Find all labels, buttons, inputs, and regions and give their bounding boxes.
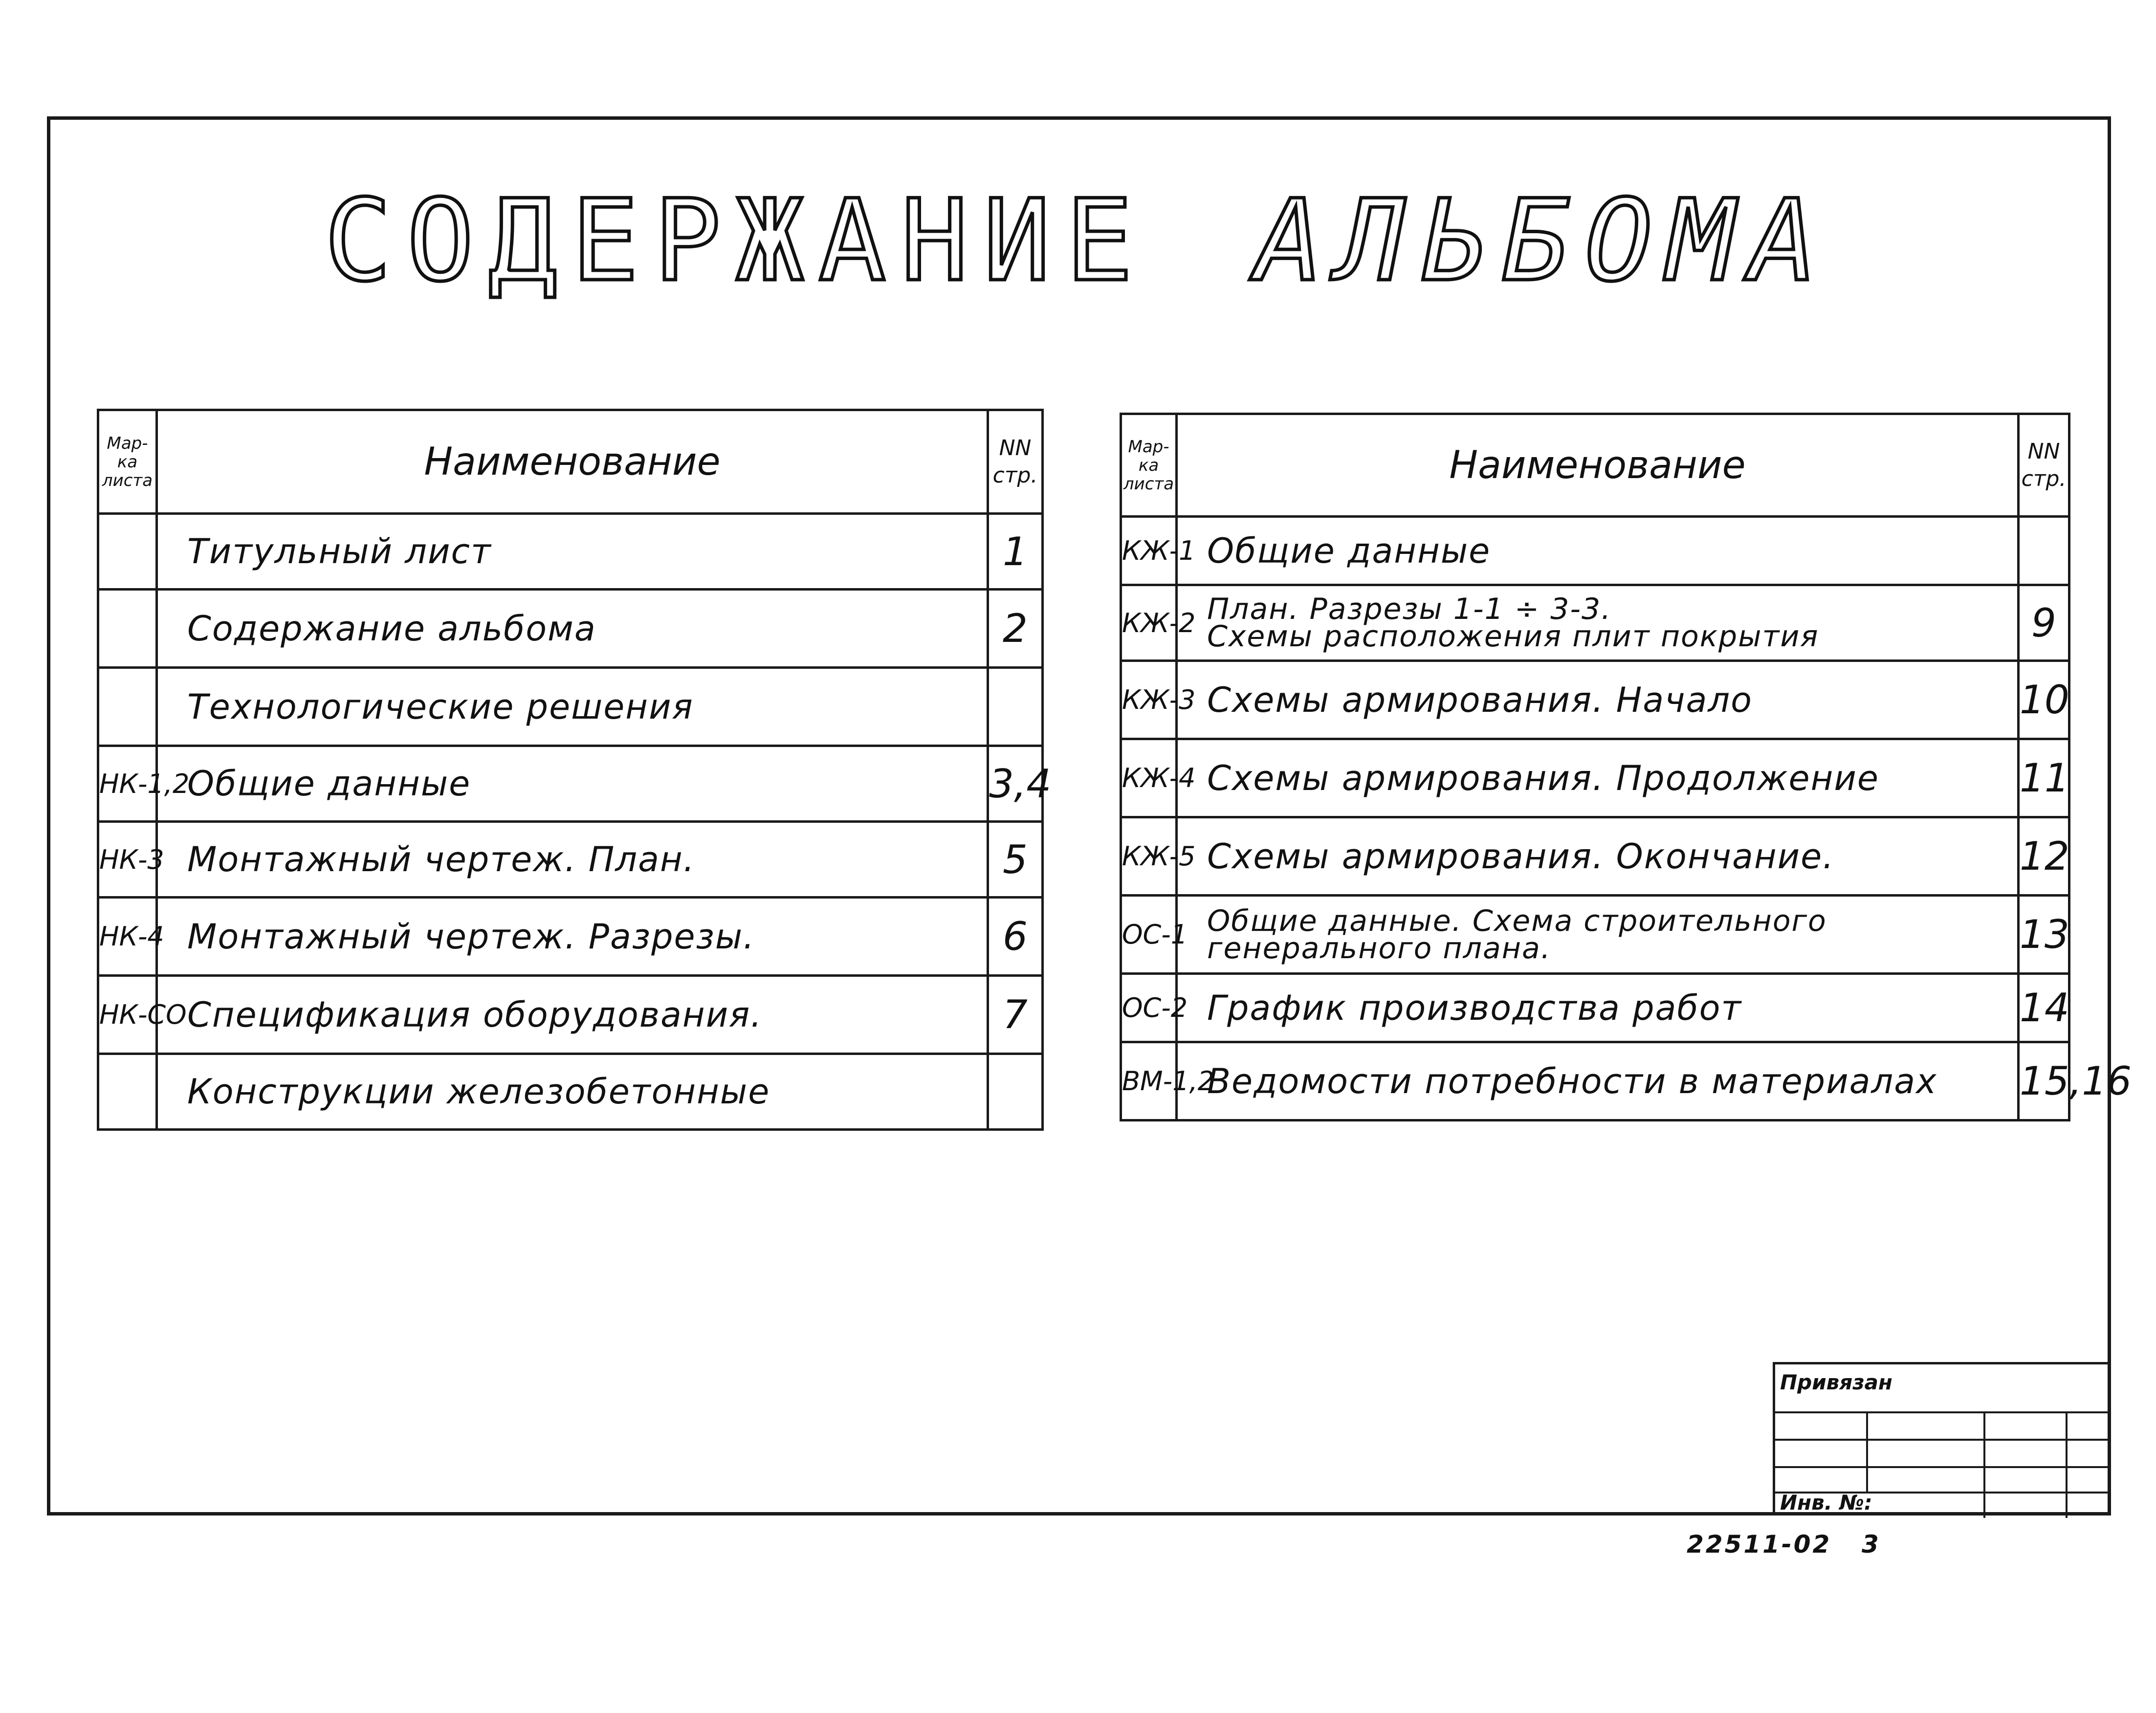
row-page bbox=[988, 1054, 1043, 1130]
header-name: Наименование bbox=[1177, 414, 2019, 517]
table-row bbox=[1121, 739, 2069, 817]
table-row bbox=[98, 976, 1043, 1054]
row-name: Содержание альбома bbox=[157, 590, 988, 668]
row-name bbox=[1177, 896, 2019, 974]
row-mark: КЖ-1 bbox=[1121, 517, 1177, 585]
row-page: 3,4 bbox=[988, 746, 1043, 822]
table-row bbox=[1121, 661, 2069, 739]
row-mark bbox=[98, 514, 157, 590]
row-name: Технологические решения bbox=[157, 668, 988, 746]
table-row bbox=[98, 822, 1043, 898]
row-page: 13 bbox=[2019, 896, 2069, 974]
table-row bbox=[1121, 817, 2069, 896]
row-page: 12 bbox=[2019, 817, 2069, 896]
header-page: NN стр. bbox=[2019, 414, 2069, 517]
row-name: Ведомости потребности в материалах bbox=[1177, 1042, 2019, 1120]
row-mark bbox=[98, 1054, 157, 1130]
row-name: Схемы армирования. Окончание. bbox=[1177, 817, 2019, 896]
title-word-2: АЛЬБОМА bbox=[1255, 176, 1832, 307]
row-mark: КЖ-3 bbox=[1121, 661, 1177, 739]
row-page: 1 bbox=[988, 514, 1043, 590]
row-page: 10 bbox=[2019, 661, 2069, 739]
row-name: Монтажный чертеж. Разрезы. bbox=[157, 898, 988, 976]
table-row bbox=[98, 668, 1043, 746]
row-name: Конструкции железобетонные bbox=[157, 1054, 988, 1130]
stamp-divider bbox=[2066, 1411, 2068, 1518]
row-name-line-1: План. Разрезы 1-1 ÷ 3-3. bbox=[1207, 592, 1612, 626]
table-row bbox=[98, 898, 1043, 976]
row-mark bbox=[98, 590, 157, 668]
title-word-1: СОДЕРЖАНИЕ bbox=[324, 176, 1148, 307]
table-row bbox=[98, 1054, 1043, 1130]
row-name: Спецификация оборудования. bbox=[157, 976, 988, 1054]
row-mark: КЖ-5 bbox=[1121, 817, 1177, 896]
table-row bbox=[98, 590, 1043, 668]
header-mark: Мар- ка листа bbox=[98, 410, 157, 514]
row-mark: ОС-2 bbox=[1121, 974, 1177, 1042]
row-mark: НК-СО bbox=[98, 976, 157, 1054]
row-page bbox=[2019, 517, 2069, 585]
contents-table-left bbox=[97, 409, 1052, 1131]
table-row bbox=[1121, 585, 2069, 661]
header-mark: Мар- ка листа bbox=[1121, 414, 1177, 517]
stamp-divider bbox=[1866, 1411, 1868, 1492]
contents-table-right bbox=[1120, 413, 2132, 1121]
table-row bbox=[98, 514, 1043, 590]
row-page: 9 bbox=[2019, 585, 2069, 661]
stamp-line bbox=[1775, 1439, 2111, 1441]
table-header-row bbox=[98, 410, 1043, 514]
stamp-line bbox=[1775, 1466, 2111, 1468]
row-page: 2 bbox=[988, 590, 1043, 668]
row-page bbox=[988, 668, 1043, 746]
binding-stamp bbox=[1773, 1362, 2111, 1515]
row-name: Монтажный чертеж. План. bbox=[157, 822, 988, 898]
table-header-row bbox=[1121, 414, 2069, 517]
table-row bbox=[1121, 896, 2069, 974]
row-mark bbox=[98, 668, 157, 746]
row-mark: НК-3 bbox=[98, 822, 157, 898]
row-name: Общие данные bbox=[157, 746, 988, 822]
row-mark: НК-1,2 bbox=[98, 746, 157, 822]
row-name: Схемы армирования. Продолжение bbox=[1177, 739, 2019, 817]
row-name-line-2: Схемы расположения плит покрытия bbox=[1207, 619, 1819, 654]
table-row bbox=[1121, 1042, 2069, 1120]
row-page: 6 bbox=[988, 898, 1043, 976]
stamp-divider bbox=[1983, 1411, 1985, 1518]
row-mark: КЖ-2 bbox=[1121, 585, 1177, 661]
row-name bbox=[1177, 585, 2019, 661]
table-row bbox=[1121, 974, 2069, 1042]
row-name: График производства работ bbox=[1177, 974, 2019, 1042]
bound-label: Привязан bbox=[1780, 1370, 1892, 1394]
inventory-number-label: Инв. №: bbox=[1780, 1491, 1872, 1515]
header-name: Наименование bbox=[157, 410, 988, 514]
row-page: 14 bbox=[2019, 974, 2069, 1042]
row-name-line-1: Общие данные. Схема строительного bbox=[1207, 903, 1827, 938]
row-mark: НК-4 bbox=[98, 898, 157, 976]
row-mark: КЖ-4 bbox=[1121, 739, 1177, 817]
row-page: 7 bbox=[988, 976, 1043, 1054]
row-mark: ОС-1 bbox=[1121, 896, 1177, 974]
header-page: NN стр. bbox=[988, 410, 1043, 514]
row-name: Схемы армирования. Начало bbox=[1177, 661, 2019, 739]
table-row bbox=[1121, 517, 2069, 585]
row-name: Титульный лист bbox=[157, 514, 988, 590]
row-page: 11 bbox=[2019, 739, 2069, 817]
album-contents-title bbox=[0, 176, 2156, 307]
stamp-line bbox=[1775, 1411, 2111, 1413]
row-page: 15,16 bbox=[2019, 1042, 2069, 1120]
document-number: 22511-02 bbox=[1687, 1530, 1832, 1559]
row-name-line-2: генерального плана. bbox=[1207, 931, 1551, 966]
table-row bbox=[98, 746, 1043, 822]
row-page: 5 bbox=[988, 822, 1043, 898]
row-name: Общие данные bbox=[1177, 517, 2019, 585]
row-mark: ВМ-1,2 bbox=[1121, 1042, 1177, 1120]
sheet-number: 3 bbox=[1862, 1530, 1879, 1559]
